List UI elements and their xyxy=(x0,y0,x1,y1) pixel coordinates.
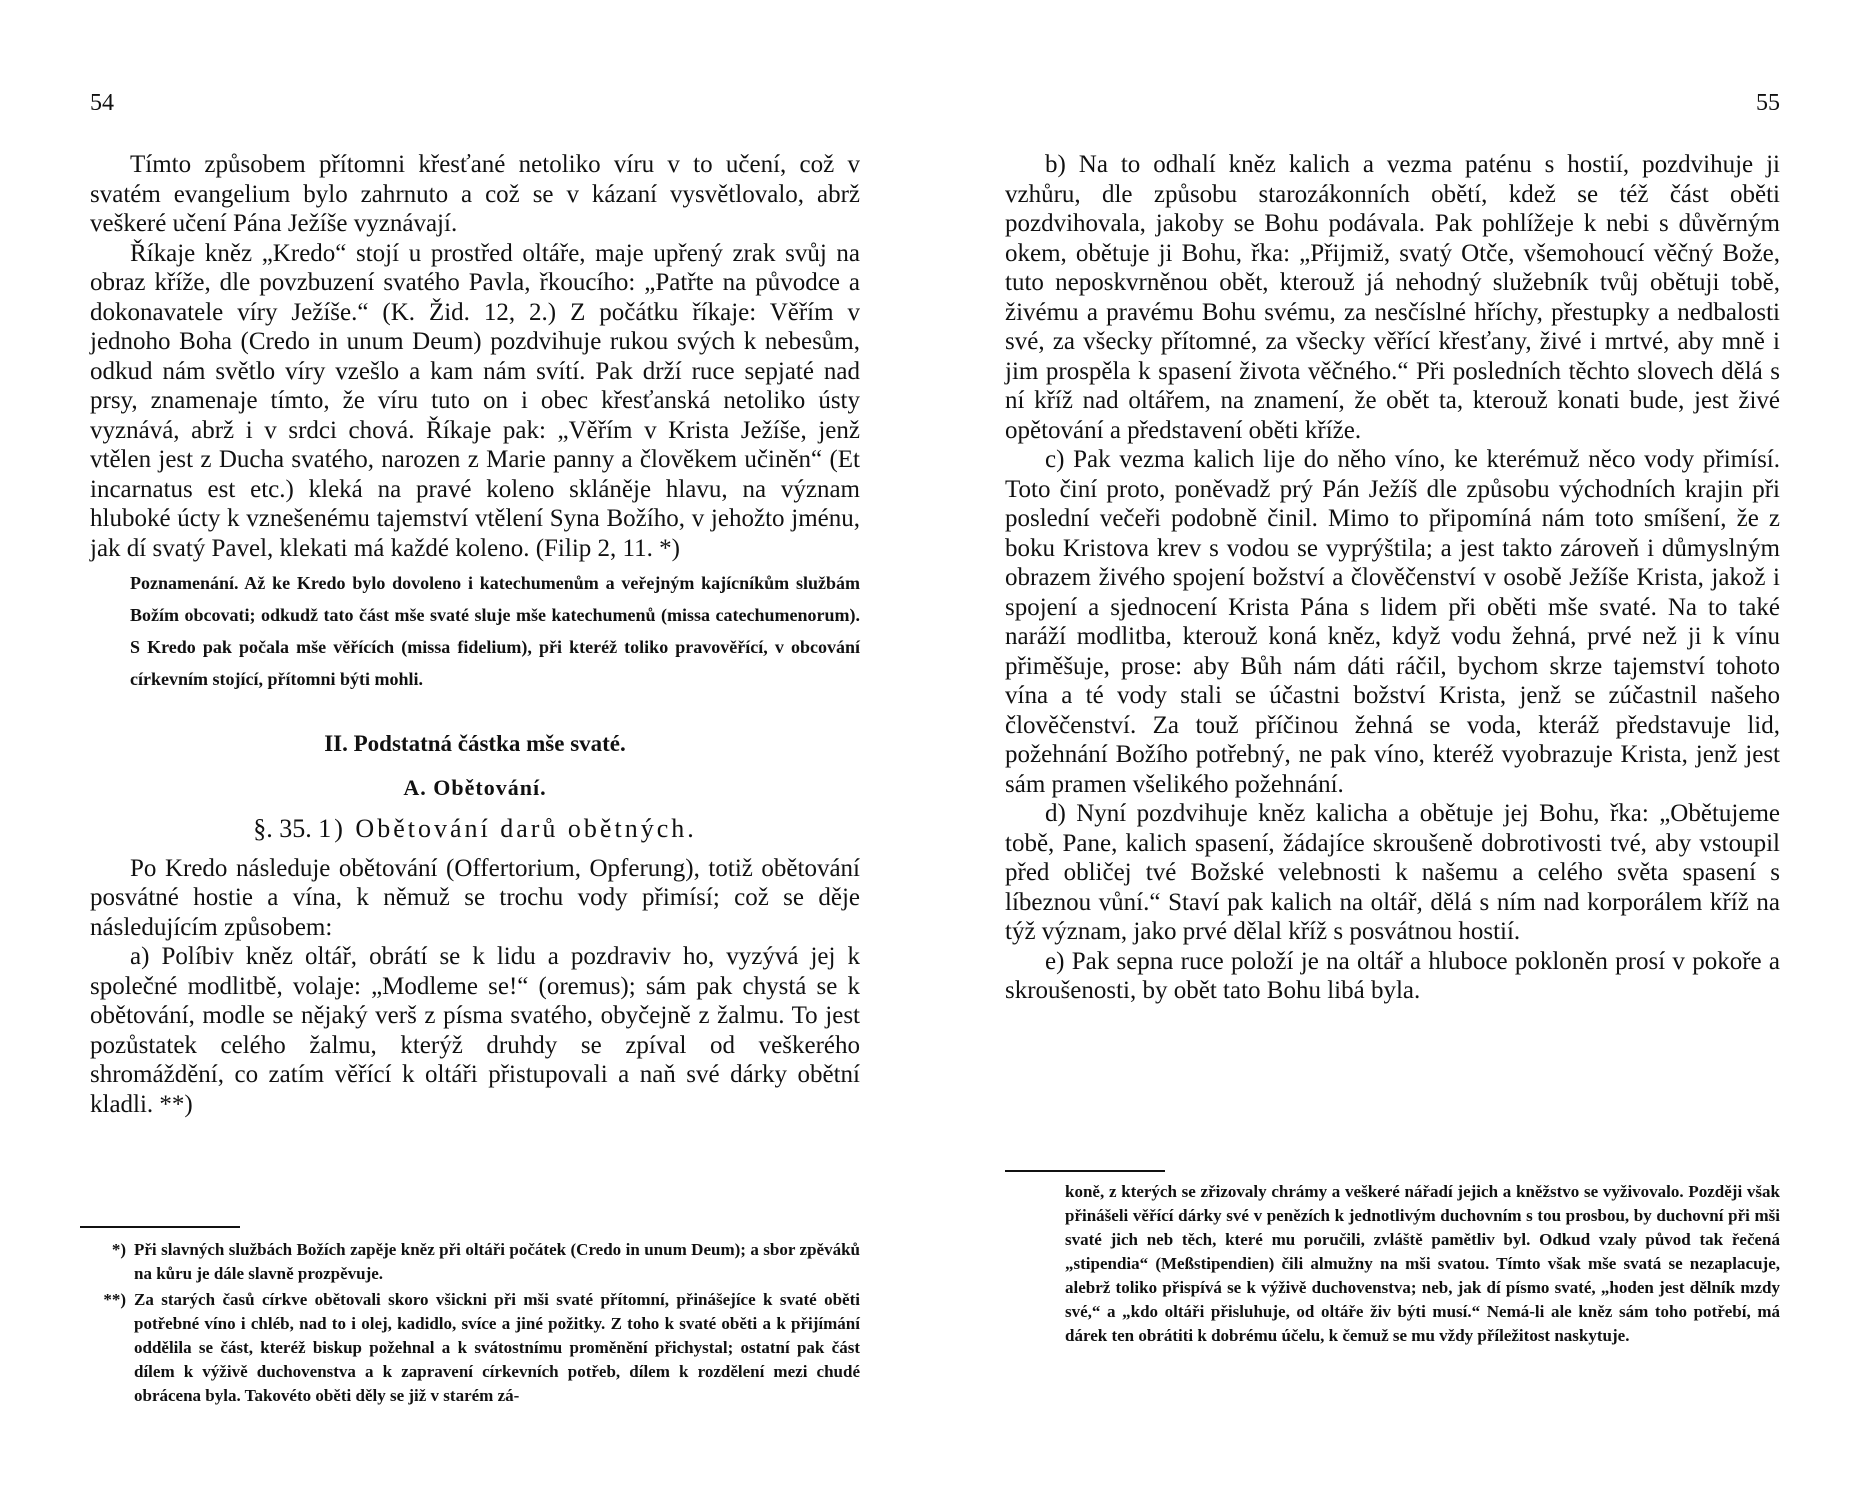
footnote xyxy=(90,1238,860,1286)
footnote-mark: *) xyxy=(111,1240,126,1259)
part-heading: II. Podstatná částka mše svaté. xyxy=(324,731,626,756)
section-heading: A. Obětování. xyxy=(403,774,547,800)
footnote-text: Za starých časů církve obětovali skoro všickni při mši svaté přítomní, přinášejíce k svaté oběti potřebné víno i chléb, nad to i olej, kadidlo, svíce a jiné požitky. Z toho k svaté oběti a k přijímání oddělila se část, kteréž biskup požehnal a k svátostnímu proměnění přichystal; ostatní pak část dílem k výživě duchovenstva a k zapravení církevních potřeb, dílem k rozdělení mezi chudé obrácena byla. Takovéto oběti děly se již v starém zá- xyxy=(134,1290,860,1405)
paragraph: b) Na to odhalí kněz kalich a vezma paténu s hostií, pozdvihuje ji vzhůru, dle způsobu starozákonních obětí, kdež se též část oběti pozdvihovala, jakoby se Bohu podávala. Pak pohlížeje k nebi s důvěrným okem, obětuje ji Bohu, řka: „Přijmiž, svatý Otče, všemohoucí věčný Bože, tuto neposkvrněnou obět, kterouž já nehodný služebník tvůj obětuji tobě, živému a pravému Bohu svému, za nesčíslné hříchy, přestupky a nedbalosti své, za všecky přítomné, za všecky věřící křesťany, živé i mrtvé, aby mně i jim prospěla k spasení života věčného.“ Při posledních těchto slovech dělá s ní kříž nad oltářem, na znamení, že obět ta, kterouž konati bude, jest živé opětování a představení oběti kříže. xyxy=(1005,151,1780,444)
page-number: 54 xyxy=(90,90,114,116)
paragraph: c) Pak vezma kalich lije do něho víno, ke kterémuž něco vody přimísí. Toto činí proto, poněvadž prý Pán Ježíš dle způsobu východních krajin při poslední večeři podobně činil. Mimo to připomíná nám toto smíšení, že z boku Kristova krev s vodou se vyprýštila; a jest takto zároveň i důmyslným obrazem živého spojení božství a člověčenství v osobě Ježíše Krista, jakož i spojení a sjednocení Krista Pána s lidem při oběti mše svaté. Na to také naráží modlitba, kterouž koná kněz, když vodu žehná, prvé než ji k vínu přiměšuje, prose: aby Bůh nám dáti ráčil, bychom skrze tajemství tohoto vína a té vody stali se účastni božství Krista, jenž se zúčastnil našeho člověčenství. Za touž příčinou žehná se voda, kteráž představuje lid, požehnání Božího potřebný, ne pak víno, kteréž vyobrazuje Krista, jenž jest sám pramen všelikého požehnání. xyxy=(1005,446,1780,798)
left-page xyxy=(90,0,860,1500)
left-main-text xyxy=(90,150,860,1119)
right-footnotes xyxy=(1005,1180,1780,1348)
left-footnotes xyxy=(90,1238,860,1410)
paragraph-heading-title: 1) Obětování darů obětných. xyxy=(318,814,697,843)
footnote-rule xyxy=(1005,1170,1165,1172)
note: Poznamenání. Až ke Kredo bylo dovoleno i katechumenům a veřejným kajícníkům službám Božím obcovati; odkudž tato část mše svaté sluje mše katechumenů (missa catechumenorum). S Kredo pak počala mše věřících (missa fidelium), při kteréž toliko pravověřící, v obcování církevním stojící, přítomni býti mohli. xyxy=(130,573,860,689)
footnote-continuation: koně, z kterých se zřizovaly chrámy a veškeré nářadí jejich a kněžstvo se vyživovalo. Později však přinášeli věřící dárky své v penězích k jednotlivým duchovním s tou prosbou, by duchovní při mši svaté jich neb těch, které mu poručili, zvláště pamětliv byl. Odkud vzaly původ tak řečená „stipendia“ (Meßstipendien) čili almužny na mši svatou. Tímto však mše svatá se nezaplacuje, alebrž toliko přispívá se k výživě duchovenstva; neb, jak dí písmo svaté, „hoden jest dělník mzdy své,“ a „kdo oltáři přisluhuje, od oltáře živ býti musí.“ Nemá-li ale kněz sám toho potřebí, má dárek ten obrátiti k dobrému účelu, k čemuž se mu vždy příležitost naskytuje. xyxy=(1065,1182,1780,1345)
footnote-mark: **) xyxy=(103,1290,126,1309)
paragraph-heading xyxy=(90,814,860,844)
paragraph: Říkaje kněz „Kredo“ stojí u prostřed oltáře, maje upřený zrak svůj na obraz kříže, dle povzbuzení svatého Pavla, řkoucího: „Patřte na původce a dokonavatele víry Ježíše.“ (K. Žid. 12, 2.) Z počátku říkaje: Věřím v jednoho Boha (Credo in unum Deum) pozdvihuje rukou svých k nebesům, odkud nám světlo víry vzešlo a kam nám svítí. Pak drží ruce sepjaté nad prsy, znamenaje tímto, že víru tuto on i obec křesťanská netoliko ústy vyznává, abrž i v srdci chová. Říkaje pak: „Věřím v Krista Ježíše, jenž vtělen jest z Ducha svatého, narozen z Marie panny a člověkem učiněn“ (Et incarnatus est etc.) kleká na pravé koleno skláněje hlavu, na význam hluboké úcty k vznešenému tajemství vtělení Syna Božího, v jehožto jménu, jak dí svatý Pavel, klekati má každé koleno. (Filip 2, 11. *) xyxy=(90,239,860,562)
right-page xyxy=(1005,0,1780,1500)
footnote xyxy=(90,1288,860,1408)
footnote-text: Při slavných službách Božích zapěje kněz při oltáři počátek (Credo in unum Deum); a sbor zpěváků na kůru je dále slavně prozpěvuje. xyxy=(134,1240,860,1283)
paragraph: d) Nyní pozdvihuje kněz kalicha a obětuje jej Bohu, řka: „Obětujeme tobě, Pane, kalich spasení, žádajíce skroušeně dobrotivosti tvé, aby vstoupil před obličej tvé Božské velebnosti k našemu a celého světa spasení s líbeznou vůní.“ Staví pak kalich na oltář, dělá s ním nad korporálem kříž na týž význam, jako prvé dělal kříž s posvátnou hostií. xyxy=(1005,800,1780,945)
page-number: 55 xyxy=(1756,90,1780,116)
paragraph-heading-number: §. 35. xyxy=(253,814,312,843)
paragraph: a) Políbiv kněz oltář, obrátí se k lidu a pozdraviv ho, vyzývá jej k společné modlitbě, volaje: „Modleme se!“ (oremus); sám pak chystá se k obětování, modle se nějaký verš z písma svatého, obyčejně z žalmu. To jest pozůstatek celého žalmu, kterýž druhdy se zpíval od veškerého shromáždění, co zatím věřící k oltáři přistupovali a naň své dárky obětní kladli. **) xyxy=(90,943,860,1118)
paragraph: e) Pak sepna ruce položí je na oltář a hluboce pokloněn prosí v pokoře a skroušenosti, by obět tato Bohu libá byla. xyxy=(1005,947,1780,1004)
paragraph: Po Kredo následuje obětování (Offertorium, Opferung), totiž obětování posvátné hostie a vína, k němuž se trochu vody přimísí; což se děje následujícím způsobem: xyxy=(90,854,860,941)
paragraph: Tímto způsobem přítomni křesťané netoliko víru v to učení, což v svatém evangelium bylo zahrnuto a což se v kázaní vysvětlovalo, abrž veškeré učení Pána Ježíše vyznávají. xyxy=(90,151,860,237)
right-main-text xyxy=(1005,150,1780,1006)
footnote-rule xyxy=(80,1226,240,1228)
